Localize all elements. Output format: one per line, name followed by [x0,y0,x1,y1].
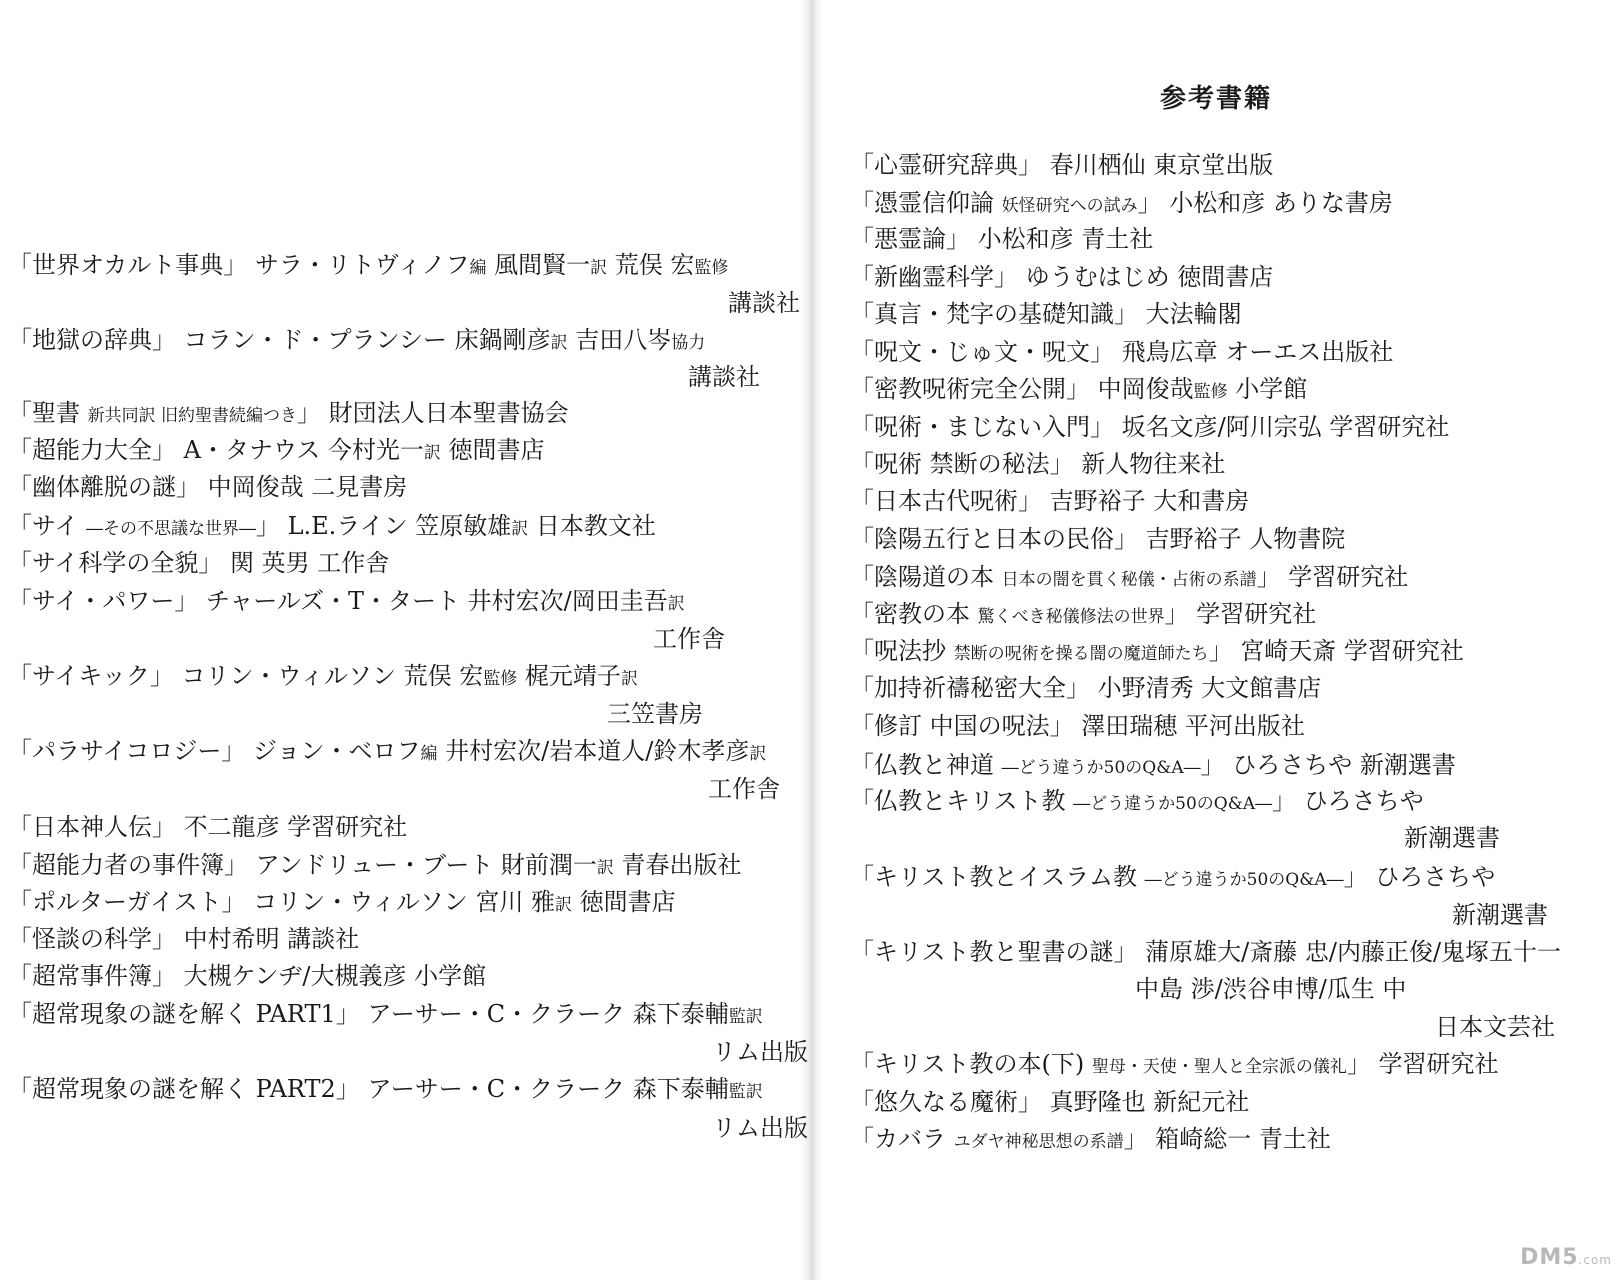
entry-annotation: 訳 [555,895,573,915]
left-entry-line [8,661,638,694]
entry-text: 「幽体離脱の謎」 中岡俊哉 二見書房 [8,473,408,501]
entry-annotation: 監修 [694,258,729,278]
right-entry-line [850,374,1307,407]
entry-text: 「ポルターガイスト」 コリン・ウィルソン 宮川 雅 [8,888,556,916]
entry-text: 「悪霊論」 小松和彦 青土社 [850,225,1154,253]
entry-text: 「修訂 中国の呪法」 澤田瑞穂 平河出版社 [850,712,1305,740]
entry-text: 「日本神人伝」 不二龍彦 学習研究社 [8,813,408,841]
entry-annotation: 訳 [620,669,638,689]
right-entry-line [850,299,1242,329]
entry-text: 「サイ・パワー」 チャールズ・T・タート 井村宏次/岡田圭吾 [8,587,668,615]
right-entry-line [1135,974,1406,1004]
right-entry-line [850,262,1273,292]
entry-text: 」 小松和彦 ありな書房 [1137,189,1393,217]
entry-text: 「超常現象の謎を解く PART1」 アーサー・C・クラーク 森下泰輔 [8,1000,729,1028]
entry-annotation: 訳 [550,333,568,353]
entry-annotation: 日本の闇を貫く秘儀・占術の系譜 [1001,570,1257,590]
entry-text: 「キリスト教の本(下) [850,1050,1092,1078]
entry-text: 」 宮崎天斎 学習研究社 [1208,637,1464,665]
watermark-suffix: .com [1578,1253,1612,1267]
entry-annotation: 訳 [749,744,767,764]
entry-text: 「心霊研究辞典」 春川栖仙 東京堂出版 [850,151,1274,179]
right-entry-line [850,337,1393,367]
left-entry-line [8,586,685,619]
entry-text: 徳間書店 [572,888,676,916]
entry-text: 「呪法抄 [850,637,954,665]
entry-text: 」 ひろさちや [1343,863,1496,891]
entry-annotation: 監訳 [728,1082,763,1102]
entry-text: 「新幽霊科学」 ゆうむはじめ 徳間書店 [850,263,1274,291]
left-entry-line [0,362,760,392]
entry-text: 「仏教とキリスト教 [850,787,1074,815]
right-entry-line [850,412,1449,442]
left-entry-line [8,250,728,283]
entry-text: 日本教文社 [528,512,656,540]
entry-text: 「悠久なる魔術」 真野隆也 新紀元社 [850,1088,1250,1116]
entry-text: 講談社 [728,289,800,317]
watermark-logo [1520,1245,1612,1270]
entry-text: 「陰陽道の本 [850,563,1002,591]
entry-text: 「呪術・まじない入門」 坂名文彦/阿川宗弘 学習研究社 [850,413,1450,441]
entry-annotation: 協力 [671,333,706,353]
entry-text: 講談社 [688,363,760,391]
right-entry-line [850,937,1561,967]
right-entry-line [0,1012,1555,1042]
left-entry-line [8,435,545,468]
entry-text: 「サイ科学の全貌」 関 英男 工作舎 [8,549,390,577]
entry-text: 新潮選書 [1404,824,1500,852]
entry-text: 「密教の本 [850,600,978,628]
entry-text: 「パラサイコロジー」 ジョン・ベロフ [8,737,421,765]
entry-text: 「聖書 [8,399,88,427]
entry-text: 「憑霊信仰論 [850,189,1002,217]
entry-text: 「真言・梵字の基礎知識」 大法輪閣 [850,300,1242,328]
left-entry-line [8,325,705,358]
entry-text: 「超常事件簿」 大槻ケンヂ/大槻義彦 小学館 [8,962,487,990]
left-entry-line [0,699,703,729]
entry-annotation: ユダヤ神秘思想の系譜 [953,1132,1124,1152]
entry-text: 青春出版社 [613,851,742,879]
left-entry-line [0,774,780,804]
entry-text: リム出版 [712,1038,808,1066]
left-entry-line [8,398,569,431]
entry-text: 「サイ [8,512,86,540]
right-entry-line [850,150,1273,180]
entry-text: 「地獄の辞典」 コラン・ド・プランシー 床鍋剛彦 [8,326,551,354]
entry-text: 」 学習研究社 [1256,563,1409,591]
entry-annotation: ―その不思議な世界― [85,519,256,539]
entry-text: 「加持祈禱秘密大全」 小野清秀 大文館書店 [850,674,1322,702]
right-entry-line [850,1124,1331,1157]
right-entry-line [850,750,1456,783]
right-entry-line [850,524,1345,554]
entry-annotation: 編 [469,258,487,278]
entry-annotation: 編 [420,744,438,764]
entry-text: 」 ひろさちや [1272,787,1424,815]
entry-text: 「サイキック」 コリン・ウィルソン 荒俣 宏 [8,662,484,690]
entry-text: 井村宏次/岩本道人/鈴木孝彦 [437,737,750,765]
entry-annotation: 監修 [1193,382,1228,402]
entry-text: 「日本古代呪術」 吉野裕子 大和書房 [850,487,1250,515]
entry-text: 」 ひろさちや 新潮選書 [1200,751,1456,779]
entry-text: 「世界オカルト事典」 サラ・リトヴィノフ [8,251,470,279]
entry-text: 「キリスト教とイスラム教 [850,863,1145,891]
entry-text: 「超常現象の謎を解く PART2」 アーサー・C・クラーク 森下泰輔 [8,1075,729,1103]
right-entry-line [850,188,1393,221]
entry-annotation: 訳 [511,519,529,539]
right-entry-line [850,486,1249,516]
entry-text: 「超能力者の事件簿」 アンドリュー・ブート 財前潤一 [8,851,597,879]
entry-text: 吉田八岑 [567,326,672,354]
entry-text: 中島 渉/渋谷申博/瓜生 中 [1135,975,1407,1003]
entry-text: 「怪談の科学」 中村希明 講談社 [8,925,360,953]
entry-annotation: ―どう違うか50のQ&A― [1144,870,1344,890]
entry-text: 「陰陽五行と日本の民俗」 吉野裕子 人物書院 [850,525,1346,553]
watermark-text: DM5 [1520,1245,1579,1270]
right-entry-line [850,786,1424,819]
entry-text: 」 箱崎総一 青土社 [1123,1125,1331,1153]
entry-annotation: 禁断の呪術を操る闇の魔道師たち [953,644,1209,664]
entry-annotation: 訳 [667,594,685,614]
entry-text: 」 財団法人日本聖書協会 [297,399,569,427]
right-entry-line [0,900,1548,930]
entry-annotation: 驚くべき秘儀修法の世界 [977,607,1165,627]
right-entry-line [850,711,1305,741]
entry-annotation: ―どう違うか50のQ&A― [1073,794,1273,814]
entry-annotation: 聖母・天使・聖人と全宗派の儀礼 [1091,1057,1347,1077]
entry-text: 荒俣 宏 [607,251,695,279]
entry-annotation: 訳 [423,443,441,463]
entry-text: 」 学習研究社 [1346,1050,1499,1078]
left-entry-line [8,850,742,883]
entry-text: 「呪文・じゅ文・呪文」 飛鳥広章 オーエス出版社 [850,338,1394,366]
entry-text: リム出版 [712,1114,808,1142]
entry-text: 」 L.E.ライン 笠原敏雄 [255,512,512,540]
entry-text: 」 学習研究社 [1164,600,1317,628]
entry-text: 梶元靖子 [517,662,621,690]
right-entry-line [850,599,1316,632]
entry-text: 「キリスト教と聖書の謎」 蒲原雄大/斎藤 忠/内藤正俊/鬼塚五十一 [850,938,1562,966]
entry-annotation: 訳 [590,258,608,278]
entry-text: 「密教呪術完全公開」 中岡俊哉 [850,375,1194,403]
left-entry-line [8,548,389,578]
entry-text: 風間賢一 [486,251,591,279]
left-entry-line [0,288,800,318]
left-entry-line [8,1074,763,1107]
entry-text: 工作舎 [653,625,725,653]
entry-annotation: ―どう違うか50のQ&A― [1001,758,1201,778]
right-entry-line [850,224,1153,254]
left-entry-line [8,472,407,502]
entry-text: 新潮選書 [1452,901,1548,929]
entry-text: 「仏教と神道 [850,751,1002,779]
left-entry-line [0,1113,808,1143]
left-entry-line [8,511,656,544]
left-entry-line [8,736,766,769]
entry-annotation: 訳 [596,858,614,878]
entry-annotation: 監修 [483,669,518,689]
right-entry-line [850,636,1464,669]
entry-text: 徳間書店 [440,436,545,464]
entry-text: 小学館 [1227,375,1308,403]
entry-text: 日本文芸社 [1435,1013,1555,1041]
page-heading: 参考書籍 [1160,84,1273,114]
right-entry-line [850,449,1225,479]
left-entry-line [8,961,486,991]
entry-text: 「呪術 禁断の秘法」 新人物往来社 [850,450,1226,478]
left-entry-line [0,624,725,654]
entry-text: 工作舎 [708,775,780,803]
entry-annotation: 監訳 [728,1007,763,1027]
entry-text: 三笠書房 [607,700,703,728]
right-entry-line [850,1049,1499,1082]
entry-text: 「超能力大全」 A・タナウス 今村光一 [8,436,424,464]
right-entry-line [850,862,1495,895]
right-entry-line [850,673,1321,703]
entry-text: 「カバラ [850,1125,954,1153]
right-entry-line [850,1087,1249,1117]
right-entry-line [0,823,1500,853]
entry-annotation: 妖怪研究への試み [1001,196,1138,216]
right-entry-line [850,562,1408,595]
entry-annotation: 新共同訳 旧約聖書続編つき [87,406,298,426]
